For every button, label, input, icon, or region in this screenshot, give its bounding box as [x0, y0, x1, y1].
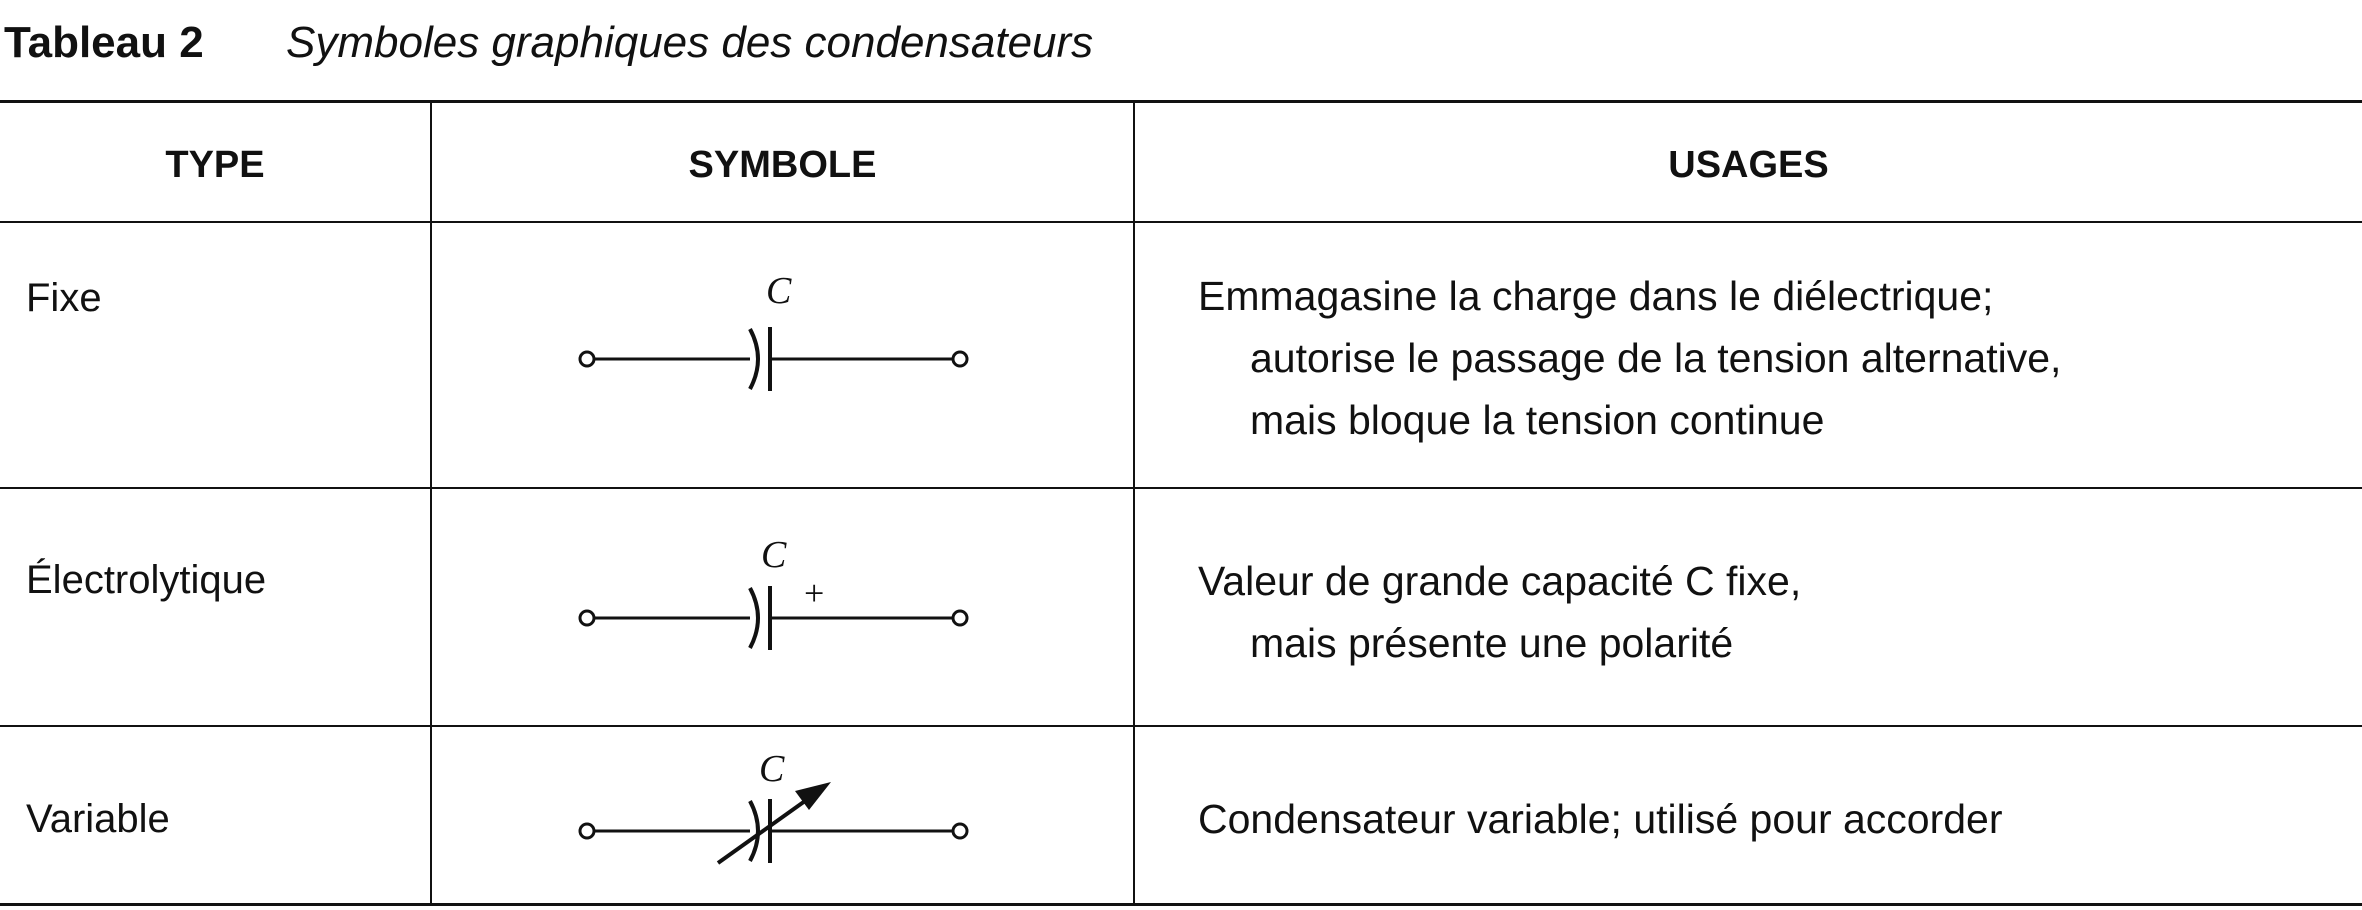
usage-cell — [1198, 788, 2003, 850]
header-usages: USAGES — [1668, 144, 1829, 186]
usage-line: Condensateur variable; utilisé pour accorder — [1198, 796, 2003, 842]
curved-plate — [750, 801, 758, 861]
usage-line: autorise le passage de la tension alternative, — [1250, 335, 2062, 381]
terminal-right — [953, 352, 967, 366]
usage-line: Emmagasine la charge dans le diélectrique; — [1198, 273, 1994, 319]
header-type: TYPE — [165, 144, 265, 186]
terminal-left — [580, 352, 594, 366]
terminal-right — [953, 611, 967, 625]
terminal-left — [580, 824, 594, 838]
type-cell: Variable — [26, 797, 170, 841]
row-divider-1 — [0, 487, 2362, 489]
table-title: Symboles graphiques des condensateurs — [286, 18, 1094, 67]
top-rule — [0, 100, 2362, 103]
type-cell: Électrolytique — [26, 558, 267, 602]
usage-line: mais présente une polarité — [1250, 620, 1734, 666]
usage-line: mais bloque la tension continue — [1250, 397, 1825, 443]
column-divider-2 — [1133, 100, 1135, 905]
capacitance-label: C — [766, 270, 792, 312]
type-cell: Fixe — [26, 276, 102, 320]
usage-cell — [1198, 550, 1801, 674]
header-symbol: SYMBOLE — [688, 144, 877, 186]
column-divider-1 — [430, 100, 432, 905]
capacitance-label: C — [761, 534, 787, 576]
bottom-rule — [0, 903, 2362, 906]
usage-line: Valeur de grande capacité C fixe, — [1198, 558, 1802, 604]
header-rule — [0, 221, 2362, 223]
table-number: Tableau 2 — [4, 18, 204, 67]
row-divider-2 — [0, 725, 2362, 727]
symbol-cell — [433, 523, 1133, 673]
electrolytic-capacitor-symbol — [433, 523, 1133, 673]
symbol-cell — [433, 265, 1133, 415]
curved-plate — [750, 588, 758, 648]
fixed-capacitor-symbol — [433, 265, 1133, 415]
terminal-left — [580, 611, 594, 625]
table-caption — [4, 18, 1093, 68]
symbol-cell — [433, 745, 1133, 895]
terminal-right — [953, 824, 967, 838]
variable-capacitor-symbol — [433, 745, 1133, 895]
capacitance-label: C — [759, 748, 785, 790]
polarity-plus-label: + — [804, 573, 825, 613]
curved-plate — [750, 329, 758, 389]
usage-cell — [1198, 265, 2061, 451]
